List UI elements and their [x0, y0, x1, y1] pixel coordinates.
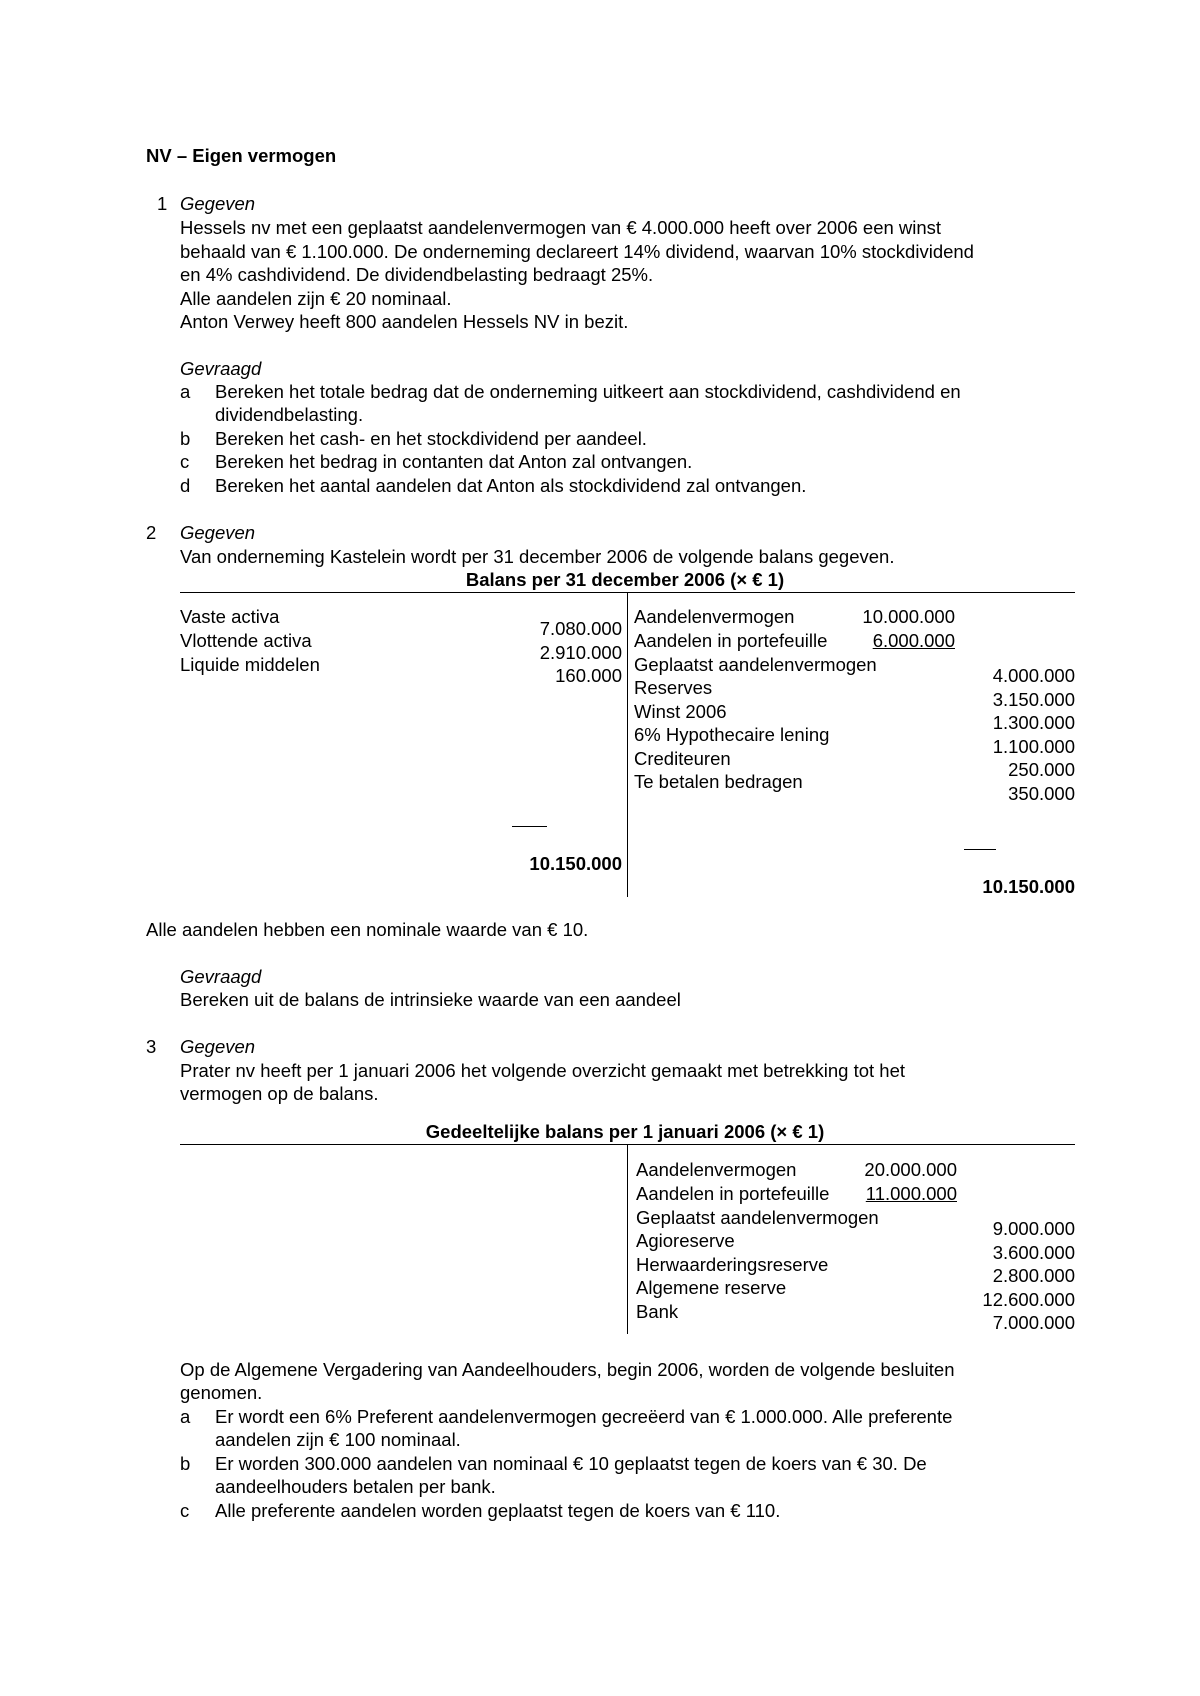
- q2-right-label: Crediteuren: [634, 748, 731, 769]
- q2-left-value: 2.910.000: [539, 642, 622, 663]
- q1-text-line: en 4% cashdividend. De dividendbelasting bedraagt 25%.: [180, 264, 654, 285]
- q1-text-line: Hessels nv met een geplaatst aandelenvermogen van € 4.000.000 heeft over 2006 een winst: [180, 217, 942, 238]
- q2-right-value: 3.150.000: [992, 689, 1075, 710]
- q2-right-label: Reserves: [634, 677, 713, 698]
- q3-gegeven-label: Gegeven: [180, 1036, 256, 1057]
- q1-number: 1: [157, 193, 168, 214]
- page-title: NV – Eigen vermogen: [146, 145, 337, 166]
- q3-right-value: 12.600.000: [982, 1289, 1075, 1310]
- q3-right-value: 9.000.000: [992, 1218, 1075, 1239]
- q2-left-value: 160.000: [555, 665, 622, 686]
- q3-item-letter: c: [180, 1500, 190, 1521]
- q3-right-label: Algemene reserve: [636, 1277, 787, 1298]
- q3-right-value: 2.800.000: [992, 1265, 1075, 1286]
- q2-left-label: Liquide middelen: [180, 654, 320, 675]
- q2-balance-divider: [627, 592, 628, 897]
- q3-item-letter: b: [180, 1453, 191, 1474]
- q1-item-text: Bereken het totale bedrag dat de onderneming uitkeert aan stockdividend, cashdividend en: [215, 381, 961, 402]
- q1-gegeven-label: Gegeven: [180, 193, 256, 214]
- q2-right-value: 4.000.000: [992, 665, 1075, 686]
- q1-item-text: Bereken het cash- en het stockdividend per aandeel.: [215, 428, 647, 449]
- q3-right-value: 3.600.000: [992, 1242, 1075, 1263]
- q2-note: Alle aandelen hebben een nominale waarde van € 10.: [146, 919, 589, 940]
- q1-item-letter: d: [180, 475, 191, 496]
- q2-left-label: Vaste activa: [180, 606, 280, 627]
- q2-balance-title: Balans per 31 december 2006 (× € 1): [465, 569, 785, 590]
- q2-left-total: 10.150.000: [529, 853, 622, 874]
- q3-item-letter: a: [180, 1406, 191, 1427]
- q1-item-text: dividendbelasting.: [215, 404, 364, 425]
- q2-right-value: 250.000: [1008, 759, 1075, 780]
- q3-intro-line: vermogen op de balans.: [180, 1083, 379, 1104]
- q3-right-label: Bank: [636, 1301, 679, 1322]
- q2-right-label: Geplaatst aandelenvermogen: [634, 654, 877, 675]
- q2-left-subtotal-rule: [512, 826, 547, 827]
- q3-portf-label: Aandelen in portefeuille: [636, 1183, 830, 1204]
- q3-right-value: 7.000.000: [992, 1312, 1075, 1333]
- q1-item-letter: c: [180, 451, 190, 472]
- q1-gevraagd-label: Gevraagd: [180, 358, 262, 379]
- q3-number: 3: [146, 1036, 157, 1057]
- q3-right-label: Herwaarderingsreserve: [636, 1254, 829, 1275]
- q3-item-text: Er wordt een 6% Preferent aandelenvermogen gecreëerd van € 1.000.000. Alle preferente: [215, 1406, 953, 1427]
- q2-portf-value: 6.000.000: [872, 630, 955, 651]
- q3-auth-label: Aandelenvermogen: [636, 1159, 797, 1180]
- q3-avb-line: Op de Algemene Vergadering van Aandeelhouders, begin 2006, worden de volgende besluiten: [180, 1359, 955, 1380]
- q1-item-text: Bereken het bedrag in contanten dat Anton zal ontvangen.: [215, 451, 693, 472]
- q2-left-value: 7.080.000: [539, 618, 622, 639]
- q3-item-text: aandelen zijn € 100 nominaal.: [215, 1429, 461, 1450]
- q2-right-total: 10.150.000: [982, 876, 1075, 897]
- q1-item-letter: b: [180, 428, 191, 449]
- q1-item-text: Bereken het aantal aandelen dat Anton als stockdividend zal ontvangen.: [215, 475, 807, 496]
- q2-gevraagd-text: Bereken uit de balans de intrinsieke waarde van een aandeel: [180, 989, 681, 1010]
- q2-right-subtotal-rule: [964, 849, 996, 850]
- q2-number: 2: [146, 522, 157, 543]
- q3-balance-title: Gedeeltelijke balans per 1 januari 2006 (× € 1): [425, 1121, 825, 1142]
- q2-right-label: 6% Hypothecaire lening: [634, 724, 830, 745]
- q2-right-label: Winst 2006: [634, 701, 727, 722]
- q2-intro: Van onderneming Kastelein wordt per 31 december 2006 de volgende balans gegeven.: [180, 546, 895, 567]
- q1-text-line: behaald van € 1.100.000. De onderneming declareert 14% dividend, waarvan 10% stockdividend: [180, 241, 974, 262]
- q1-text-line: Anton Verwey heeft 800 aandelen Hessels NV in bezit.: [180, 311, 629, 332]
- q2-auth-label: Aandelenvermogen: [634, 606, 795, 627]
- q3-avb-line: genomen.: [180, 1382, 263, 1403]
- q3-right-label: Agioreserve: [636, 1230, 735, 1251]
- q1-item-letter: a: [180, 381, 191, 402]
- q2-portf-label: Aandelen in portefeuille: [634, 630, 828, 651]
- q3-auth-value: 20.000.000: [864, 1159, 957, 1180]
- q3-item-text: aandeelhouders betalen per bank.: [215, 1476, 496, 1497]
- q3-intro-line: Prater nv heeft per 1 januari 2006 het volgende overzicht gemaakt met betrekking tot het: [180, 1060, 906, 1081]
- q3-right-label: Geplaatst aandelenvermogen: [636, 1207, 879, 1228]
- q3-item-text: Er worden 300.000 aandelen van nominaal € 10 geplaatst tegen de koers van € 30. De: [215, 1453, 927, 1474]
- q3-portf-value: 11.000.000: [865, 1183, 957, 1204]
- q3-balance-divider: [627, 1144, 628, 1334]
- q2-right-value: 350.000: [1008, 783, 1075, 804]
- q2-auth-value: 10.000.000: [862, 606, 955, 627]
- q1-text-line: Alle aandelen zijn € 20 nominaal.: [180, 288, 452, 309]
- q2-right-value: 1.300.000: [992, 712, 1075, 733]
- q3-item-text: Alle preferente aandelen worden geplaatst tegen de koers van € 110.: [215, 1500, 781, 1521]
- q2-gevraagd-label: Gevraagd: [180, 966, 262, 987]
- q2-right-label: Te betalen bedragen: [634, 771, 803, 792]
- q2-right-value: 1.100.000: [992, 736, 1075, 757]
- q2-left-label: Vlottende activa: [180, 630, 312, 651]
- q2-gegeven-label: Gegeven: [180, 522, 256, 543]
